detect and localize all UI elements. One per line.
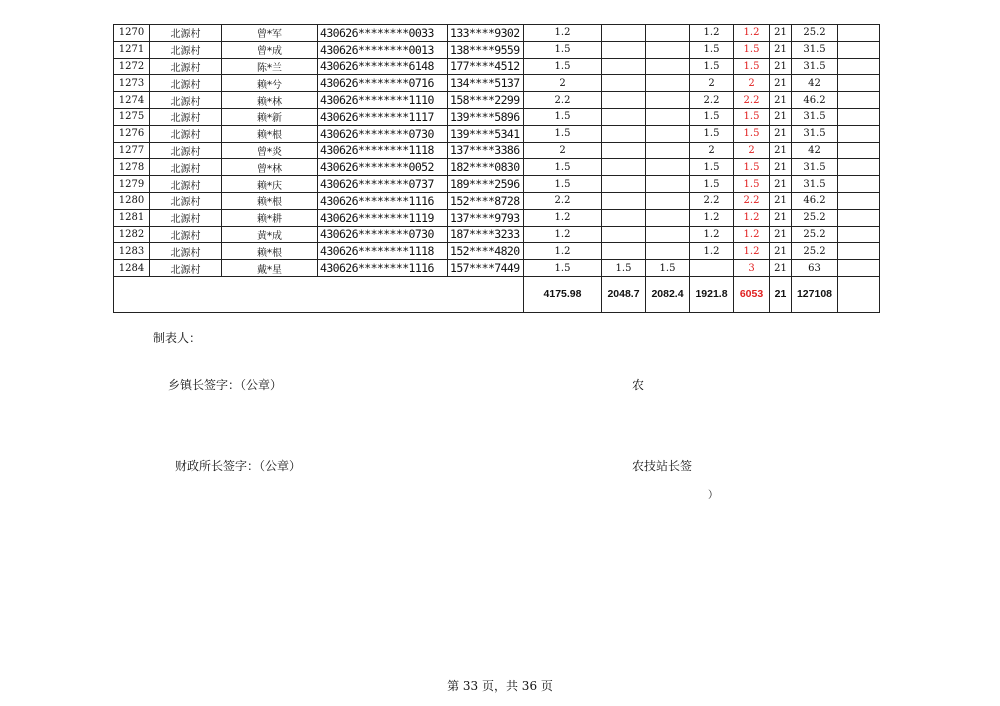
cell-area-a (602, 125, 646, 142)
cell-phone: 187****3233 (448, 226, 524, 243)
cell-rate: 21 (770, 142, 792, 159)
cell-id-number: 430626********1116 (318, 260, 448, 277)
cell-id-number: 430626********0730 (318, 125, 448, 142)
cell-phone: 152****8728 (448, 192, 524, 209)
cell-area-b (646, 125, 690, 142)
cell-village: 北源村 (150, 41, 222, 58)
cell-row-no: 1283 (114, 243, 150, 260)
cell-row-no: 1272 (114, 58, 150, 75)
cell-name: 曾*成 (222, 41, 318, 58)
cell-village: 北源村 (150, 243, 222, 260)
cell-id-number: 430626********0052 (318, 159, 448, 176)
table-row (114, 192, 880, 209)
cell-amount: 31.5 (792, 58, 838, 75)
total-c8: 2082.4 (646, 276, 690, 312)
cell-area-subsidy: 1.2 (734, 226, 770, 243)
cell-area-a (602, 142, 646, 159)
cell-name: 赖*根 (222, 192, 318, 209)
cell-row-no: 1279 (114, 176, 150, 193)
cell-area-total: 1.5 (524, 58, 602, 75)
cell-rate: 21 (770, 41, 792, 58)
cell-row-no: 1280 (114, 192, 150, 209)
cell-area-subsidy: 2.2 (734, 192, 770, 209)
total-c7: 2048.7 (602, 276, 646, 312)
cell-area-total: 1.5 (524, 125, 602, 142)
cell-name: 戴*星 (222, 260, 318, 277)
cell-area-a (602, 58, 646, 75)
cell-village: 北源村 (150, 58, 222, 75)
agri-station-label-fragment: 农 (632, 378, 645, 392)
cell-rate: 21 (770, 92, 792, 109)
cell-village: 北源村 (150, 142, 222, 159)
cell-area-b (646, 108, 690, 125)
cell-row-no: 1278 (114, 159, 150, 176)
cell-remark (838, 25, 880, 42)
cell-area-total: 2 (524, 142, 602, 159)
cell-name: 曾*林 (222, 159, 318, 176)
subsidy-table (113, 24, 880, 313)
cell-id-number: 430626********0737 (318, 176, 448, 193)
cell-phone: 134****5137 (448, 75, 524, 92)
cell-amount: 63 (792, 260, 838, 277)
cell-id-number: 430626********0033 (318, 25, 448, 42)
cell-area-total: 2.2 (524, 192, 602, 209)
cell-village: 北源村 (150, 108, 222, 125)
cell-remark (838, 176, 880, 193)
table-row (114, 209, 880, 226)
paren-fragment: ） (708, 490, 718, 501)
cell-area-b (646, 25, 690, 42)
cell-row-no: 1273 (114, 75, 150, 92)
cell-area-c: 2 (690, 142, 734, 159)
cell-phone: 158****2299 (448, 92, 524, 109)
cell-area-subsidy: 1.5 (734, 159, 770, 176)
cell-area-a (602, 176, 646, 193)
cell-remark (838, 226, 880, 243)
cell-rate: 21 (770, 192, 792, 209)
table-row (114, 125, 880, 142)
cell-name: 曾*炎 (222, 142, 318, 159)
cell-area-b (646, 226, 690, 243)
cell-id-number: 430626********6148 (318, 58, 448, 75)
table-body (114, 25, 880, 313)
cell-area-total: 1.2 (524, 25, 602, 42)
cell-amount: 42 (792, 142, 838, 159)
cell-area-b (646, 209, 690, 226)
cell-area-a (602, 25, 646, 42)
cell-name: 赖*兮 (222, 75, 318, 92)
cell-id-number: 430626********0730 (318, 226, 448, 243)
cell-name: 赖*庆 (222, 176, 318, 193)
total-c11: 21 (770, 276, 792, 312)
cell-name: 曾*军 (222, 25, 318, 42)
cell-area-subsidy: 3 (734, 260, 770, 277)
cell-name: 赖*根 (222, 125, 318, 142)
cell-remark (838, 209, 880, 226)
cell-area-subsidy: 2 (734, 75, 770, 92)
table-row (114, 142, 880, 159)
cell-village: 北源村 (150, 209, 222, 226)
cell-area-a (602, 108, 646, 125)
total-c12: 127108 (792, 276, 838, 312)
table-row (114, 75, 880, 92)
cell-amount: 25.2 (792, 25, 838, 42)
cell-phone: 177****4512 (448, 58, 524, 75)
cell-area-b (646, 58, 690, 75)
cell-phone: 137****3386 (448, 142, 524, 159)
cell-phone: 139****5896 (448, 108, 524, 125)
cell-amount: 31.5 (792, 125, 838, 142)
cell-area-c: 1.2 (690, 226, 734, 243)
cell-amount: 25.2 (792, 226, 838, 243)
cell-village: 北源村 (150, 125, 222, 142)
cell-rate: 21 (770, 209, 792, 226)
cell-area-c: 1.2 (690, 243, 734, 260)
cell-id-number: 430626********1117 (318, 108, 448, 125)
cell-id-number: 430626********1110 (318, 92, 448, 109)
cell-row-no: 1284 (114, 260, 150, 277)
cell-phone: 189****2596 (448, 176, 524, 193)
cell-id-number: 430626********1116 (318, 192, 448, 209)
cell-village: 北源村 (150, 159, 222, 176)
cell-area-total: 2.2 (524, 92, 602, 109)
cell-area-b (646, 243, 690, 260)
cell-area-c: 1.5 (690, 41, 734, 58)
cell-area-c: 1.2 (690, 25, 734, 42)
cell-amount: 31.5 (792, 41, 838, 58)
cell-id-number: 430626********0716 (318, 75, 448, 92)
cell-rate: 21 (770, 260, 792, 277)
cell-area-c: 1.2 (690, 209, 734, 226)
cell-phone: 157****7449 (448, 260, 524, 277)
cell-amount: 31.5 (792, 159, 838, 176)
total-c6: 4175.98 (524, 276, 602, 312)
cell-remark (838, 75, 880, 92)
cell-area-a (602, 159, 646, 176)
cell-area-total: 1.5 (524, 41, 602, 58)
cell-area-subsidy: 1.2 (734, 25, 770, 42)
agri-station-head-signature-label: 农技站长签 (632, 459, 693, 473)
cell-remark (838, 108, 880, 125)
cell-area-a: 1.5 (602, 260, 646, 277)
cell-area-b (646, 142, 690, 159)
cell-area-a (602, 243, 646, 260)
cell-name: 陈*兰 (222, 58, 318, 75)
cell-area-c: 2.2 (690, 192, 734, 209)
cell-name: 黄*成 (222, 226, 318, 243)
cell-area-subsidy: 1.5 (734, 176, 770, 193)
table-row (114, 92, 880, 109)
cell-row-no: 1270 (114, 25, 150, 42)
township-head-signature-label: 乡镇长签字：（公章） (168, 378, 283, 392)
cell-id-number: 430626********1118 (318, 142, 448, 159)
table-row (114, 108, 880, 125)
cell-area-subsidy: 1.5 (734, 41, 770, 58)
cell-phone: 133****9302 (448, 25, 524, 42)
cell-area-c: 1.5 (690, 176, 734, 193)
cell-remark (838, 142, 880, 159)
cell-name: 赖*耕 (222, 209, 318, 226)
totals-label-cell (114, 276, 524, 312)
cell-area-c: 1.5 (690, 125, 734, 142)
cell-area-total: 1.2 (524, 209, 602, 226)
cell-name: 赖*新 (222, 108, 318, 125)
finance-head-signature-label: 财政所长签字：（公章） (175, 459, 302, 473)
cell-amount: 46.2 (792, 192, 838, 209)
cell-amount: 31.5 (792, 176, 838, 193)
total-remark (838, 276, 880, 312)
cell-area-subsidy: 2.2 (734, 92, 770, 109)
cell-area-subsidy: 1.2 (734, 243, 770, 260)
cell-remark (838, 260, 880, 277)
cell-rate: 21 (770, 108, 792, 125)
cell-remark (838, 159, 880, 176)
cell-name: 赖*林 (222, 92, 318, 109)
cell-area-b: 1.5 (646, 260, 690, 277)
cell-area-c: 2.2 (690, 92, 734, 109)
cell-rate: 21 (770, 75, 792, 92)
cell-area-total: 1.2 (524, 226, 602, 243)
cell-area-subsidy: 1.5 (734, 108, 770, 125)
cell-area-c: 1.5 (690, 58, 734, 75)
cell-row-no: 1277 (114, 142, 150, 159)
cell-area-total: 1.5 (524, 260, 602, 277)
cell-area-c (690, 260, 734, 277)
cell-phone: 182****0830 (448, 159, 524, 176)
cell-rate: 21 (770, 159, 792, 176)
cell-area-a (602, 75, 646, 92)
table-row (114, 226, 880, 243)
cell-rate: 21 (770, 226, 792, 243)
cell-phone: 152****4820 (448, 243, 524, 260)
cell-remark (838, 58, 880, 75)
cell-row-no: 1274 (114, 92, 150, 109)
table-row (114, 176, 880, 193)
cell-area-b (646, 92, 690, 109)
cell-area-c: 1.5 (690, 108, 734, 125)
cell-rate: 21 (770, 176, 792, 193)
cell-village: 北源村 (150, 176, 222, 193)
cell-amount: 25.2 (792, 243, 838, 260)
cell-area-total: 2 (524, 75, 602, 92)
cell-area-c: 2 (690, 75, 734, 92)
total-c10: 6053 (734, 276, 770, 312)
cell-area-total: 1.2 (524, 243, 602, 260)
table-row (114, 25, 880, 42)
table-row (114, 260, 880, 277)
table-row (114, 159, 880, 176)
cell-row-no: 1271 (114, 41, 150, 58)
cell-area-b (646, 176, 690, 193)
table-row (114, 58, 880, 75)
cell-row-no: 1276 (114, 125, 150, 142)
cell-remark (838, 125, 880, 142)
cell-area-a (602, 209, 646, 226)
cell-rate: 21 (770, 25, 792, 42)
cell-area-subsidy: 1.5 (734, 125, 770, 142)
table-row (114, 41, 880, 58)
cell-area-total: 1.5 (524, 176, 602, 193)
cell-phone: 137****9793 (448, 209, 524, 226)
cell-area-total: 1.5 (524, 108, 602, 125)
cell-area-a (602, 92, 646, 109)
cell-remark (838, 92, 880, 109)
cell-area-subsidy: 2 (734, 142, 770, 159)
cell-amount: 25.2 (792, 209, 838, 226)
cell-id-number: 430626********0013 (318, 41, 448, 58)
cell-row-no: 1282 (114, 226, 150, 243)
cell-remark (838, 243, 880, 260)
cell-area-subsidy: 1.2 (734, 209, 770, 226)
cell-area-b (646, 159, 690, 176)
cell-remark (838, 41, 880, 58)
cell-area-b (646, 192, 690, 209)
cell-amount: 46.2 (792, 92, 838, 109)
cell-row-no: 1281 (114, 209, 150, 226)
cell-village: 北源村 (150, 260, 222, 277)
page-number: 第 33 页，共 36 页 (447, 679, 553, 693)
cell-phone: 139****5341 (448, 125, 524, 142)
cell-amount: 42 (792, 75, 838, 92)
cell-remark (838, 192, 880, 209)
cell-area-a (602, 226, 646, 243)
preparer-label: 制表人： (153, 331, 202, 345)
cell-name: 赖*根 (222, 243, 318, 260)
cell-area-a (602, 41, 646, 58)
cell-area-subsidy: 1.5 (734, 58, 770, 75)
totals-row (114, 276, 880, 312)
cell-rate: 21 (770, 125, 792, 142)
cell-id-number: 430626********1119 (318, 209, 448, 226)
cell-row-no: 1275 (114, 108, 150, 125)
cell-area-total: 1.5 (524, 159, 602, 176)
cell-area-b (646, 41, 690, 58)
cell-village: 北源村 (150, 192, 222, 209)
total-c9: 1921.8 (690, 276, 734, 312)
cell-id-number: 430626********1118 (318, 243, 448, 260)
cell-area-c: 1.5 (690, 159, 734, 176)
table-row (114, 243, 880, 260)
cell-village: 北源村 (150, 92, 222, 109)
cell-area-a (602, 192, 646, 209)
cell-amount: 31.5 (792, 108, 838, 125)
cell-rate: 21 (770, 243, 792, 260)
cell-rate: 21 (770, 58, 792, 75)
cell-village: 北源村 (150, 75, 222, 92)
cell-phone: 138****9559 (448, 41, 524, 58)
cell-area-b (646, 75, 690, 92)
cell-village: 北源村 (150, 25, 222, 42)
cell-village: 北源村 (150, 226, 222, 243)
